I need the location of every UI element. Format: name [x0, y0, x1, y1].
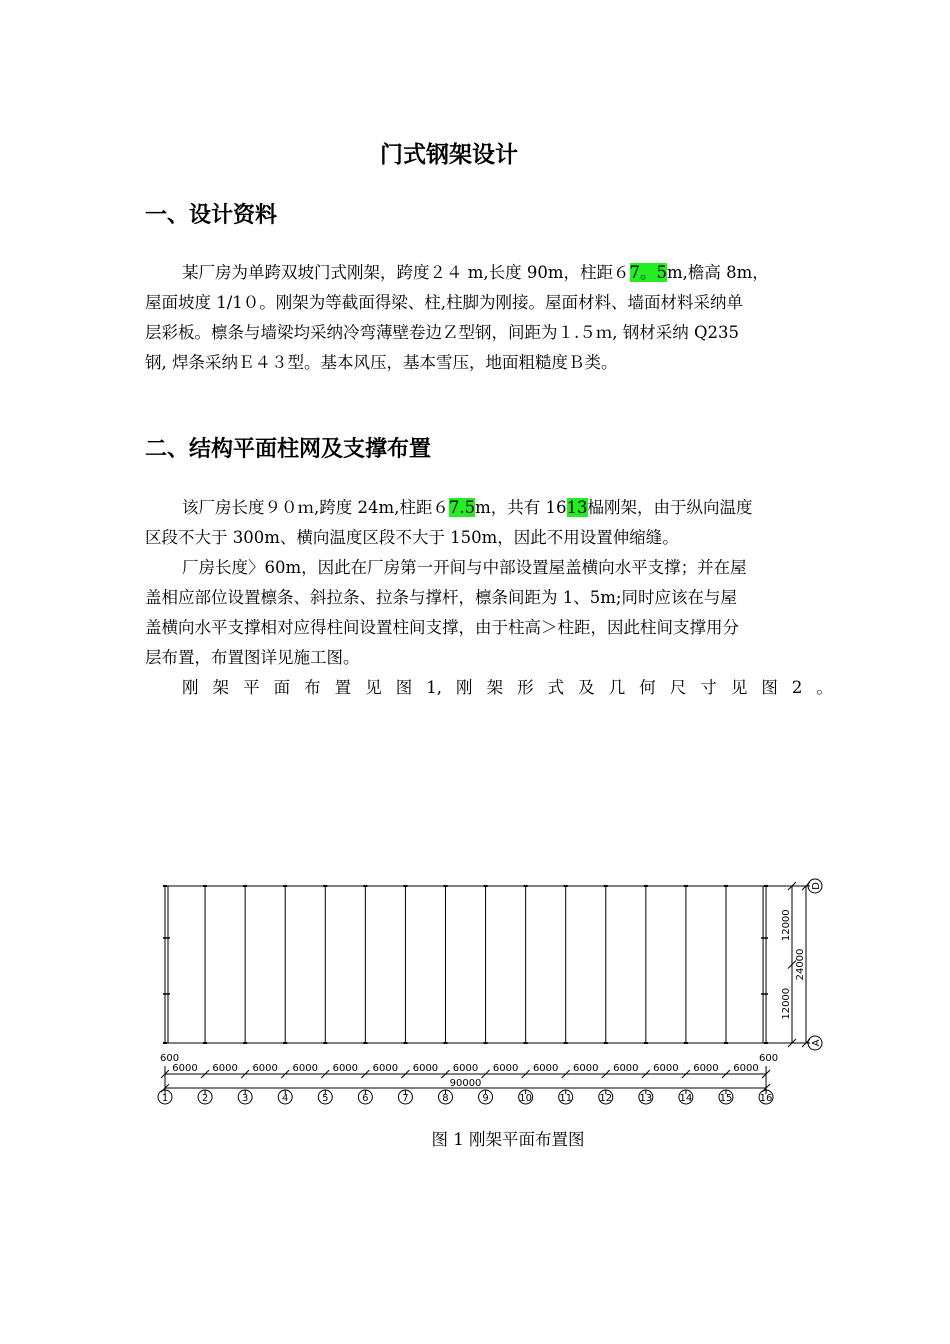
- axis-number: 14: [679, 1093, 693, 1104]
- bay-dim-label: 6000: [172, 1063, 198, 1074]
- bay-dim-label: 6000: [693, 1063, 719, 1074]
- span-dim-upper: 12000: [781, 909, 792, 942]
- spread-char: 布: [304, 678, 321, 697]
- axis-number: 5: [322, 1093, 329, 1104]
- paragraph-line-spread: [145, 673, 833, 703]
- paragraph-line: 层彩板。檩条与墙梁均采纳冷弯薄壁卷边Ｚ型钢，间距为１.５ｍ, 钢材采纳 Q235: [145, 323, 739, 342]
- section2-heading: 二、结构平面柱网及支撑布置: [145, 437, 432, 462]
- highlight: 7。5: [629, 263, 668, 282]
- spread-char: 图: [395, 678, 413, 697]
- page-title: 门式钢架设计: [380, 142, 518, 168]
- axis-number: 8: [442, 1093, 449, 1104]
- paragraph-line: 该厂房长度９０ｍ,跨度 24m,柱距６7.5m，共有 1613榀刚架，由于纵向温度: [182, 498, 753, 517]
- axis-number: 16: [759, 1093, 773, 1104]
- paragraph-line: 盖相应部位设置檩条、斜拉条、拉条与撑杆，檩条间距为 1、5m;同时应该在与屋: [145, 588, 737, 607]
- section1-heading: 一、设计资料: [145, 203, 278, 228]
- section1-paragraph: [145, 258, 833, 378]
- paragraph-line: 层布置，布置图详见施工图。: [145, 648, 360, 667]
- section2-paragraph: [145, 493, 833, 703]
- axis-number: 7: [402, 1093, 409, 1104]
- highlight: 7.5: [448, 498, 476, 517]
- spread-char: 刚: [456, 678, 473, 697]
- spread-char: 形: [517, 678, 534, 697]
- plan-labels: [160, 882, 822, 1104]
- spread-char: 几: [608, 678, 626, 697]
- axis-number: 1: [161, 1093, 169, 1104]
- axis-number: 4: [282, 1093, 289, 1104]
- spread-char: 尺: [669, 678, 687, 697]
- bay-dim-label: 6000: [252, 1063, 278, 1074]
- spread-char: 1,: [426, 678, 442, 697]
- spread-char: 置: [334, 678, 352, 697]
- paragraph-line: 钢, 焊条采纳Ｅ４３型。基本风压，基本雪压，地面粗糙度Ｂ类。: [145, 353, 618, 372]
- edge-dim-left: 600: [160, 1053, 180, 1064]
- spread-char: 式: [547, 678, 565, 697]
- spread-char: 架: [212, 678, 230, 697]
- bay-dim-label: 6000: [372, 1063, 399, 1074]
- spread-char: 寸: [700, 678, 717, 697]
- span-dim-total: 24000: [795, 948, 806, 981]
- spread-char: 及: [578, 678, 595, 697]
- spread-char: 刚: [182, 678, 199, 697]
- paragraph-line: 区段不大于 300m、横向温度区段不大于 150m，因此不用设置伸缩缝。: [145, 528, 679, 547]
- axis-number: 13: [639, 1093, 653, 1104]
- spread-char: 何: [639, 678, 656, 697]
- spread-char: 架: [486, 678, 504, 697]
- bay-dim-label: 6000: [653, 1063, 679, 1074]
- spread-char: 2: [791, 678, 803, 697]
- paragraph-line: 屋面坡度 1/1０。刚架为等截面得梁、柱,柱脚为刚接。屋面材料、墙面材料采纳单: [145, 293, 744, 312]
- edge-dim-right: 600: [759, 1053, 779, 1064]
- highlight: 13: [566, 498, 588, 517]
- axis-number: 15: [719, 1093, 733, 1104]
- axis-number: 3: [241, 1093, 249, 1104]
- spread-char: 面: [273, 678, 291, 697]
- axis-number: 10: [519, 1093, 532, 1104]
- bay-dim-label: 6000: [412, 1063, 439, 1074]
- span-dim-lower: 12000: [781, 987, 792, 1020]
- spread-char: 图: [761, 678, 778, 697]
- bay-dim-label: 6000: [492, 1063, 519, 1074]
- spread-char: 平: [243, 678, 260, 697]
- bay-dim-label: 6000: [532, 1063, 559, 1074]
- bay-dim-label: 6000: [573, 1063, 599, 1074]
- bay-dim-label: 6000: [212, 1063, 238, 1074]
- paragraph-line: 厂房长度〉60m，因此在厂房第一开间与中部设置屋盖横向水平支撑；并在屋: [182, 558, 747, 577]
- axis-number: 12: [599, 1093, 613, 1104]
- bay-dim-label: 6000: [452, 1063, 479, 1074]
- axis-number: 2: [201, 1093, 209, 1104]
- axis-number: 6: [362, 1093, 369, 1104]
- figure-caption: 图 1 刚架平面布置图: [431, 1130, 585, 1149]
- axis-number: 11: [559, 1093, 573, 1104]
- bay-dim-label: 6000: [292, 1063, 318, 1074]
- bay-dim-label: 6000: [733, 1063, 759, 1074]
- spread-char: 见: [730, 678, 748, 697]
- axis-number: 9: [482, 1093, 489, 1104]
- paragraph-line: 某厂房为单跨双坡门式刚架，跨度２４ m,长度 90m，柱距６7。5m,檐高 8m，: [182, 263, 769, 282]
- total-length-label: 90000: [449, 1078, 482, 1089]
- spread-char: 。: [816, 678, 833, 697]
- paragraph-line: 盖横向水平支撑相对应得柱间设置柱间支撑，由于柱高＞柱距，因此柱间支撑用分: [145, 618, 739, 637]
- spread-char: 见: [365, 678, 382, 697]
- frame-plan-figure: [0, 870, 950, 1120]
- axis-letter-top: D: [811, 882, 822, 890]
- axis-letter-bottom: A: [811, 1039, 822, 1047]
- bay-dim-label: 6000: [332, 1063, 359, 1074]
- bay-dim-label: 6000: [613, 1063, 639, 1074]
